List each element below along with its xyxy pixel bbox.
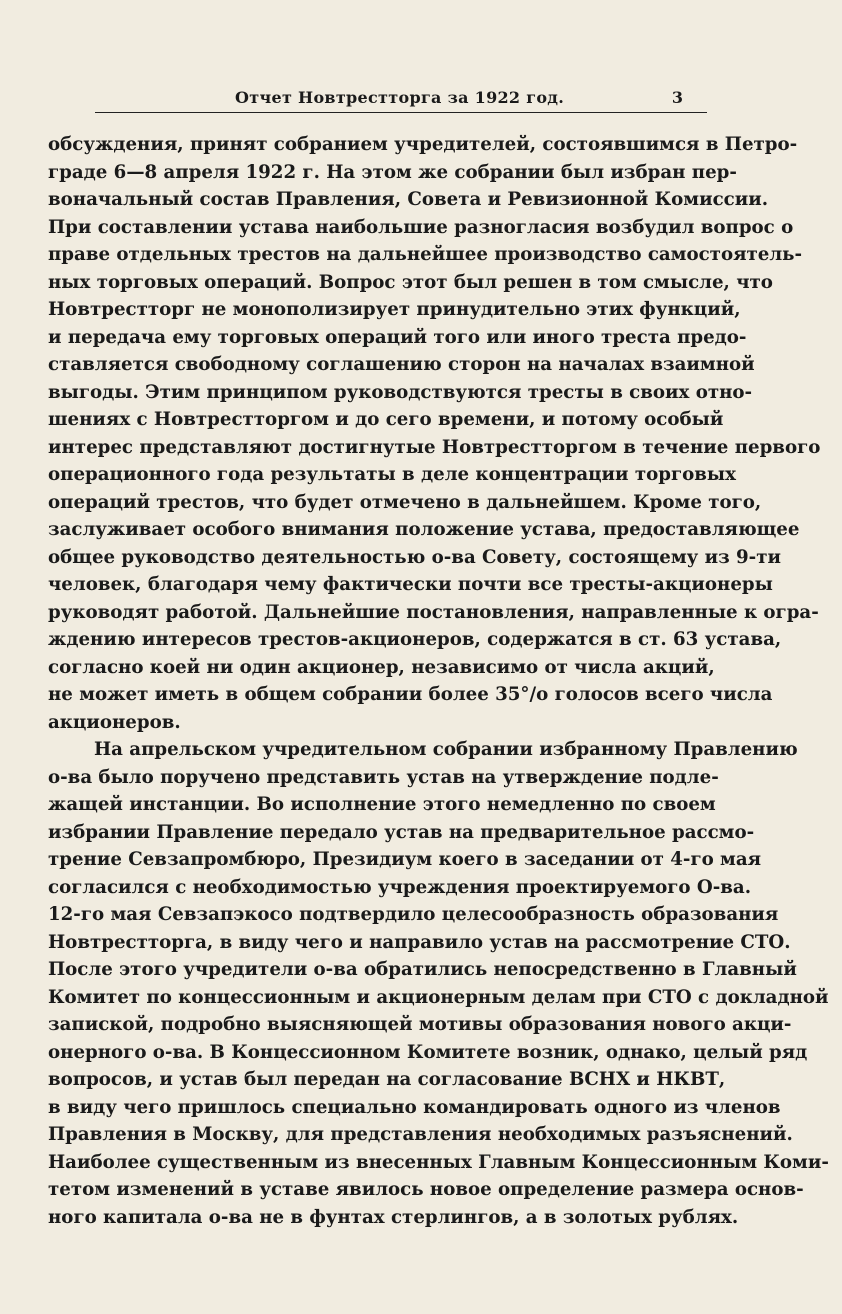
text-line: После этого учредители о-ва обратились непосредственно в Главный	[48, 959, 797, 980]
text-line: воначальный состав Правления, Совета и Ревизионной Комиссии.	[48, 189, 769, 210]
text-line: руководят работой. Дальнейшие постановления, направленные к огра-	[48, 601, 819, 623]
text-line: ждению интересов трестов-акционеров, содержатся в ст. 63 устава,	[48, 629, 782, 650]
text-line: ставляется свободному соглашению сторон на началах взаимной	[48, 354, 755, 375]
text-line: На апрельском учредительном собрании избранному Правлению	[94, 739, 798, 760]
running-head: Отчет Новтрестторга за 1922 год.	[235, 88, 565, 107]
text-line: акционеров.	[48, 711, 181, 733]
text-line: выгоды. Этим принципом руководствуются тресты в своих отно-	[48, 381, 753, 403]
text-line: о-ва было поручено представить устав на утверждение подле-	[48, 766, 719, 788]
text-line: операционного года результаты в деле концентрации торговых	[48, 464, 736, 485]
text-line: Наиболее существенным из внесенных Главным Концессионным Коми-	[48, 1151, 829, 1173]
text-line: граде 6—8 апреля 1922 г. На этом же собрании был избран пер-	[48, 161, 737, 183]
text-line: праве отдельных трестов на дальнейшее производство самостоятель-	[48, 244, 803, 265]
body-text	[48, 131, 829, 1231]
text-line: ных торговых операций. Вопрос этот был решен в том смысле, что	[48, 271, 773, 293]
text-line: Новтрестторга, в виду чего и направило устав на рассмотрение СТО.	[48, 931, 791, 953]
text-line: запиской, подробно выясняющей мотивы образования нового акци-	[48, 1014, 792, 1035]
text-line: ного капитала о-ва не в фунтах стерлингов, а в золотых рублях.	[48, 1206, 739, 1228]
text-line: не может иметь в общем собрании более 35°/o голосов всего числа	[48, 684, 773, 705]
text-line: онерного о-ва. В Концессионном Комитете возник, однако, целый ряд	[48, 1041, 808, 1063]
text-line: человек, благодаря чему фактически почти все тресты-акционеры	[48, 574, 773, 595]
text-line: общее руководство деятельностью о-ва Совету, состоящему из 9-ти	[48, 546, 781, 568]
text-line: вопросов, и устав был передан на согласование ВСНХ и НКВТ,	[48, 1069, 726, 1090]
text-line: интерес представляют достигнутые Новтрестторгом в течение первого	[48, 436, 821, 458]
text-line: жащей инстанции. Во исполнение этого немедленно по своем	[48, 794, 716, 815]
text-line: и передача ему торговых операций того или иного треста предо-	[48, 326, 747, 348]
page-number: 3	[671, 88, 683, 107]
text-line: тетом изменений в уставе явилось новое определение размера основ-	[48, 1179, 804, 1200]
header-rule	[95, 112, 707, 113]
text-line: 12-го мая Севзапэкосо подтвердило целесообразность образования	[48, 904, 779, 925]
text-line: операций трестов, что будет отмечено в дальнейшем. Кроме того,	[48, 491, 762, 513]
text-line: Правления в Москву, для представления необходимых разъяснений.	[48, 1124, 793, 1145]
text-line: трение Севзапромбюро, Президиум коего в заседании от 4-го мая	[48, 849, 762, 870]
text-line: в виду чего пришлось специально командировать одного из членов	[48, 1096, 781, 1118]
page-header	[95, 82, 707, 112]
text-line: согласился с необходимостью учреждения проектируемого О-ва.	[48, 876, 752, 898]
text-line: Комитет по концессионным и акционерным делам при СТО с докладной	[48, 986, 829, 1008]
text-line: заслуживает особого внимания положение устава, предоставляющее	[48, 519, 800, 540]
text-line: При составлении устава наибольшие разногласия возбудил вопрос о	[48, 216, 794, 238]
text-line: Новтрестторг не монополизирует принудительно этих функций,	[48, 299, 741, 320]
text-line: шениях с Новтрестторгом и до сего времени, и потому особый	[48, 409, 724, 430]
text-line: согласно коей ни один акционер, независимо от числа акций,	[48, 656, 715, 678]
text-line: избрании Правление передало устав на предварительное рассмо-	[48, 821, 755, 843]
text-line: обсуждения, принят собранием учредителей, состоявшимся в Петро-	[48, 134, 798, 155]
